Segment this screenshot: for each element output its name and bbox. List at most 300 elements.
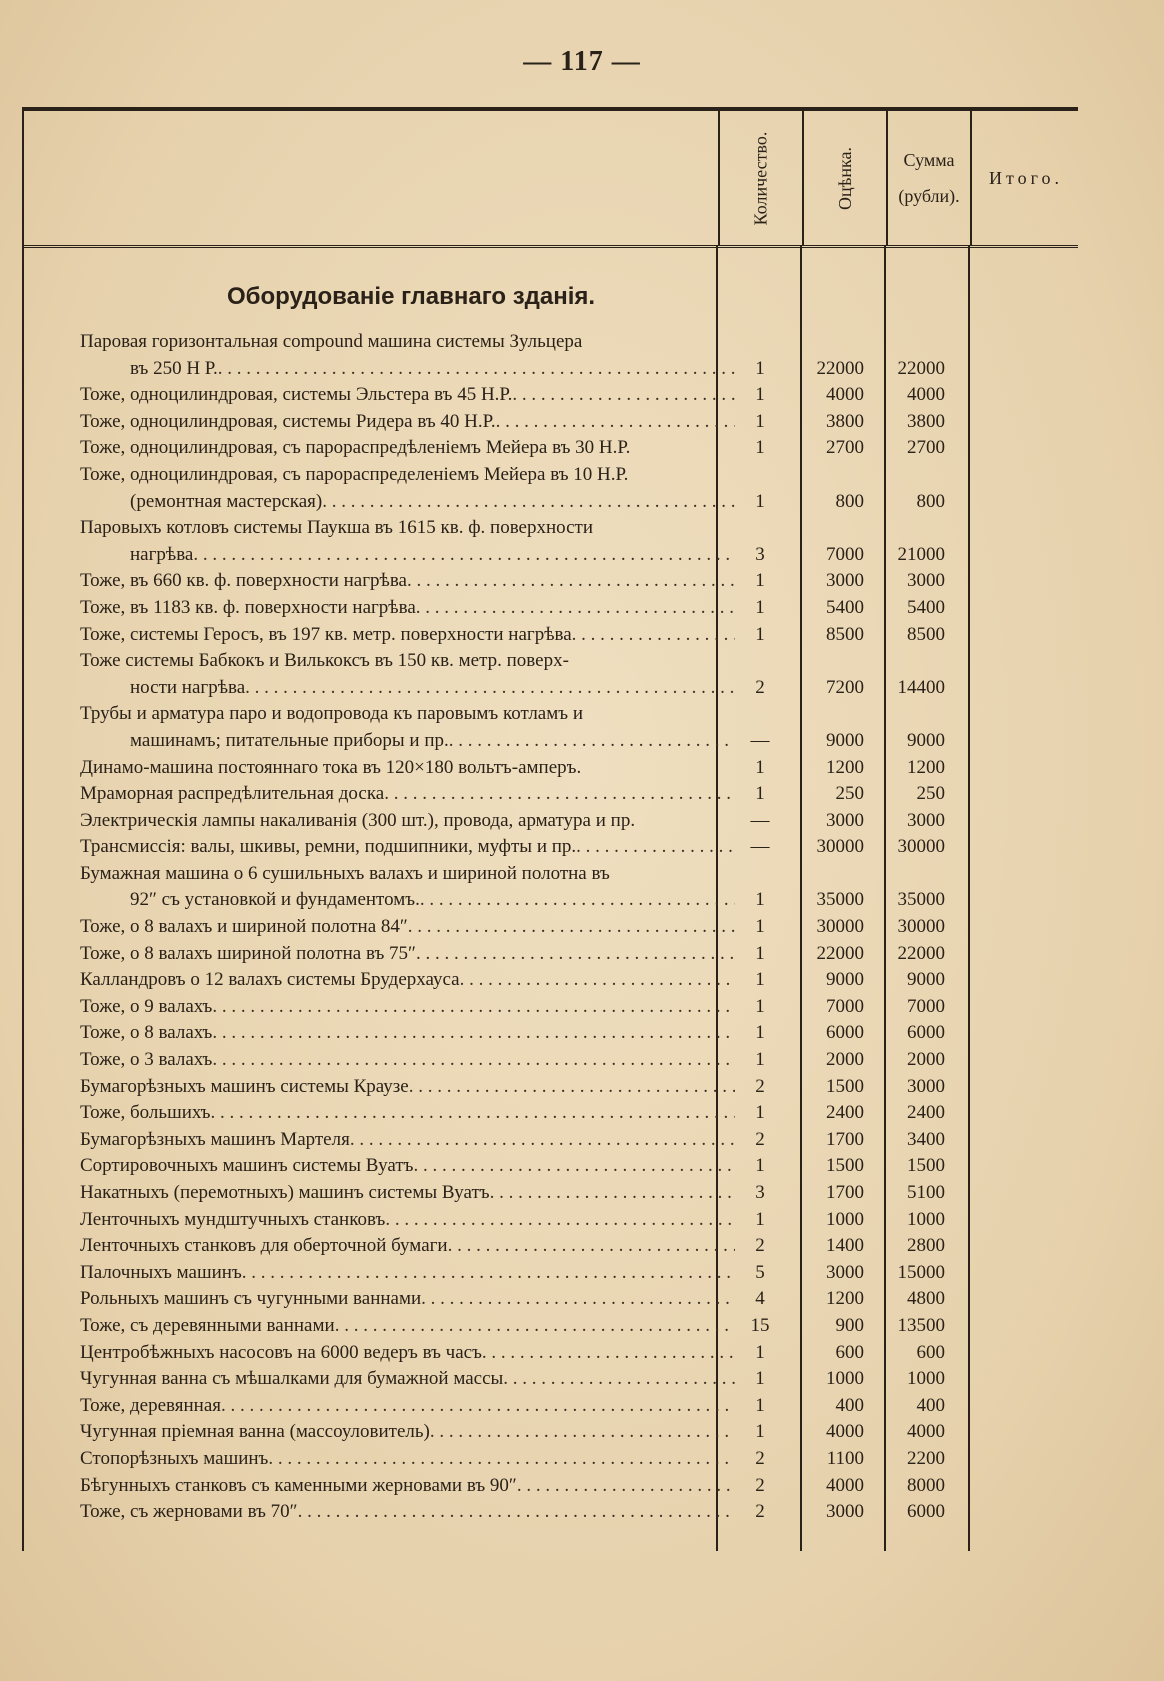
row-description-text: Тоже, большихъ: [80, 1102, 211, 1124]
row-sum: 2000: [907, 1049, 945, 1071]
row-estimate: 4000: [826, 1421, 864, 1443]
table-row: [80, 462, 1000, 489]
row-estimate: 800: [835, 490, 864, 512]
row-quantity: 1: [755, 783, 765, 805]
row-sum: 5400: [907, 596, 945, 618]
dot-leader: [490, 1180, 735, 1207]
table-header: [22, 111, 1078, 248]
row-description-text: въ 250 Н Р.: [130, 357, 218, 379]
row-quantity: 1: [755, 437, 765, 459]
row-estimate: 7000: [826, 995, 864, 1017]
row-quantity: 1: [755, 384, 765, 406]
row-sum: 1200: [907, 756, 945, 778]
dot-leader: [322, 489, 735, 516]
row-quantity: 1: [755, 1394, 765, 1416]
row-quantity: 1: [755, 1341, 765, 1363]
row-quantity: 1: [755, 410, 765, 432]
dot-leader: [268, 1446, 735, 1473]
row-description: [80, 755, 735, 782]
row-quantity: 1: [755, 942, 765, 964]
row-quantity: —: [750, 809, 770, 831]
row-description-text: машинамъ; питательные приборы и пр.: [130, 729, 449, 751]
row-description: [80, 1020, 735, 1047]
row-description-text: Тоже, о 8 валахъ: [80, 1022, 213, 1044]
table-row: [80, 1207, 1000, 1234]
row-description-text: Тоже, съ деревянными ваннами: [80, 1314, 335, 1336]
column-divider: [22, 245, 24, 1551]
row-description: [80, 1233, 735, 1260]
header-total-label: Итого.: [988, 167, 1064, 188]
row-description-text: Ленточныхъ станковъ для оберточной бумаги: [80, 1235, 448, 1257]
row-description-text: Тоже, въ 660 кв. ф. поверхности нагрѣва: [80, 570, 407, 592]
row-description: [80, 542, 735, 569]
row-description-text: Чугунная пріемная ванна (массоуловитель): [80, 1421, 430, 1443]
dot-leader: [407, 568, 735, 595]
row-sum: 2200: [907, 1447, 945, 1469]
row-quantity: 2: [755, 1128, 765, 1150]
table-row: [80, 489, 1000, 516]
row-estimate: 1200: [826, 756, 864, 778]
row-description: [80, 515, 735, 542]
row-description: [80, 887, 735, 914]
row-description-text: Тоже, одноцилиндровая, съ парораспределеніемъ Мейера въ 10 Н.Р.: [80, 463, 629, 485]
dot-leader: [385, 1207, 735, 1234]
dot-leader: [576, 834, 735, 861]
row-description-text: Тоже, о 8 валахъ и шириной полотна 84″: [80, 916, 408, 938]
row-estimate: 3000: [826, 1501, 864, 1523]
row-estimate: 5400: [826, 596, 864, 618]
row-description-text: 92″ съ установкой и фундаментомъ.: [130, 889, 420, 911]
table-row: [80, 1153, 1000, 1180]
row-sum: 22000: [897, 942, 945, 964]
header-estimate-label: Оцѣнка.: [834, 146, 855, 210]
row-quantity: 1: [755, 357, 765, 379]
row-description: [80, 1366, 735, 1393]
table-row: [80, 1100, 1000, 1127]
row-description: [80, 329, 735, 356]
row-description: [80, 1074, 735, 1101]
row-description: [80, 1100, 735, 1127]
row-description-text: Тоже, о 9 валахъ: [80, 995, 213, 1017]
row-sum: 800: [916, 490, 945, 512]
row-description-text: Тоже, одноцилиндровая, системы Эльстера въ 45 Н.Р.: [80, 384, 513, 406]
row-description-text: ности нагрѣва: [130, 676, 246, 698]
row-estimate: 2000: [826, 1049, 864, 1071]
row-sum: 13500: [897, 1314, 945, 1336]
row-description: [80, 409, 735, 436]
row-quantity: 4: [755, 1288, 765, 1310]
table-row: [80, 1286, 1000, 1313]
dot-leader: [572, 622, 735, 649]
dot-leader: [448, 1233, 735, 1260]
row-description-text: Калландровъ о 12 валахъ системы Брудерхауса: [80, 969, 460, 991]
row-sum: 3400: [907, 1128, 945, 1150]
row-quantity: 1: [755, 570, 765, 592]
row-estimate: 1700: [826, 1128, 864, 1150]
row-estimate: 3800: [826, 410, 864, 432]
row-description-text: Ленточныхъ мундштучныхъ станковъ: [80, 1208, 386, 1230]
row-description-text: Чугунная ванна съ мѣшалками для бумажной массы: [80, 1368, 504, 1390]
row-sum: 3000: [907, 809, 945, 831]
row-quantity: 1: [755, 1022, 765, 1044]
dot-leader: [416, 941, 735, 968]
row-estimate: 9000: [826, 969, 864, 991]
row-description: [80, 1499, 735, 1526]
row-quantity: —: [750, 836, 770, 858]
row-sum: 1000: [907, 1368, 945, 1390]
row-quantity: 1: [755, 1155, 765, 1177]
row-description-text: Бумагорѣзныхъ машинъ Мартеля: [80, 1128, 350, 1150]
row-description: [80, 648, 735, 675]
dot-leader: [218, 356, 735, 383]
row-quantity: 1: [755, 1208, 765, 1230]
row-description: [80, 834, 735, 861]
dot-leader: [503, 1366, 735, 1393]
table-row: [80, 967, 1000, 994]
row-quantity: 2: [755, 1235, 765, 1257]
row-description: [80, 595, 735, 622]
row-description-text: Накатныхъ (перемотныхъ) машинъ системы Вуатъ: [80, 1182, 490, 1203]
header-sum-line2: (рубли).: [898, 186, 960, 206]
row-sum: 4800: [907, 1288, 945, 1310]
row-quantity: 1: [755, 1102, 765, 1124]
row-sum: 4000: [907, 384, 945, 406]
row-description-text: нагрѣва: [130, 543, 194, 565]
row-estimate: 7000: [826, 543, 864, 565]
row-estimate: 4000: [826, 1474, 864, 1496]
dot-leader: [416, 595, 735, 622]
table-row: [80, 1473, 1000, 1500]
row-description-text: Бумагорѣзныхъ машинъ системы Краузе: [80, 1075, 409, 1097]
row-quantity: 2: [755, 676, 765, 698]
row-description: [80, 1260, 735, 1287]
row-sum: 2800: [907, 1235, 945, 1257]
row-description-text: Тоже, съ жерновами въ 70″: [80, 1501, 298, 1523]
row-sum: 22000: [897, 357, 945, 379]
row-quantity: 1: [755, 889, 765, 911]
header-sum-line1: Сумма: [903, 150, 955, 170]
dot-leader: [414, 1153, 735, 1180]
header-total: [972, 111, 1080, 245]
table-row: [80, 568, 1000, 595]
row-quantity: 3: [755, 1182, 765, 1203]
row-description-text: Рольныхъ машинъ съ чугунными ваннами: [80, 1288, 422, 1310]
dot-leader: [242, 1260, 735, 1287]
row-description-text: Трубы и арматура паро и водопровода къ паровымъ котламъ и: [80, 703, 584, 725]
table-row: [80, 701, 1000, 728]
row-estimate: 600: [835, 1341, 864, 1363]
row-description: [80, 781, 735, 808]
row-estimate: 2700: [826, 437, 864, 459]
row-estimate: 22000: [816, 942, 864, 964]
row-estimate: 1100: [826, 1447, 864, 1469]
row-description-text: Паровыхъ котловъ системы Паукша въ 1615 кв. ф. поверхности: [80, 517, 594, 539]
row-description: [80, 1419, 735, 1446]
dot-leader: [408, 914, 735, 941]
row-estimate: 30000: [816, 836, 864, 858]
table-row: [80, 1340, 1000, 1367]
table-row: [80, 622, 1000, 649]
table-row: [80, 329, 1000, 356]
row-description: [80, 1313, 735, 1340]
row-sum: 3000: [907, 1075, 945, 1097]
row-description: [80, 675, 735, 702]
row-sum: 15000: [897, 1261, 945, 1283]
table-row: [80, 1233, 1000, 1260]
dot-leader: [420, 887, 735, 914]
row-estimate: 1500: [826, 1155, 864, 1177]
row-estimate: 1700: [826, 1182, 864, 1203]
dot-leader: [482, 1340, 735, 1367]
dot-leader: [512, 382, 735, 409]
dot-leader: [384, 781, 735, 808]
table-row: [80, 994, 1000, 1021]
table-row: [80, 1313, 1000, 1340]
dot-leader: [335, 1313, 735, 1340]
row-sum: 2700: [907, 437, 945, 459]
row-quantity: —: [750, 729, 770, 751]
row-description-text: Тоже, системы Геросъ, въ 197 кв. метр. поверхности нагрѣва: [80, 623, 572, 645]
row-estimate: 1400: [826, 1235, 864, 1257]
dot-leader: [409, 1074, 735, 1101]
row-quantity: 1: [755, 969, 765, 991]
table-row: [80, 755, 1000, 782]
row-estimate: 6000: [826, 1022, 864, 1044]
row-description: [80, 622, 735, 649]
row-quantity: 2: [755, 1474, 765, 1496]
dot-leader: [212, 994, 735, 1021]
header-estimate: [804, 111, 886, 245]
row-description: [80, 861, 735, 888]
row-estimate: 7200: [826, 676, 864, 698]
table-row: [80, 914, 1000, 941]
table-row: [80, 515, 1000, 542]
row-quantity: 5: [755, 1261, 765, 1283]
row-sum: 6000: [907, 1501, 945, 1523]
table-row: [80, 1020, 1000, 1047]
row-estimate: 400: [835, 1394, 864, 1416]
dot-leader: [496, 409, 735, 436]
row-quantity: 1: [755, 596, 765, 618]
row-description-text: Тоже, о 3 валахъ: [80, 1049, 213, 1071]
row-sum: 1500: [907, 1155, 945, 1177]
dot-leader: [421, 1286, 735, 1313]
row-description: [80, 356, 735, 383]
row-quantity: 1: [755, 995, 765, 1017]
dot-leader: [212, 1047, 735, 1074]
row-description-text: Тоже, одноцилиндровая, системы Ридера въ 40 Н.Р.: [80, 410, 496, 432]
table-row: [80, 1366, 1000, 1393]
row-sum: 2400: [907, 1102, 945, 1124]
table-rows: [80, 329, 1000, 1526]
row-estimate: 1000: [826, 1208, 864, 1230]
row-quantity: 2: [755, 1501, 765, 1523]
table-row: [80, 675, 1000, 702]
row-description: [80, 1153, 735, 1180]
dot-leader: [221, 1393, 735, 1420]
row-estimate: 4000: [826, 384, 864, 406]
row-description: [80, 728, 735, 755]
row-sum: 5100: [907, 1182, 945, 1203]
section-title: Оборудованіе главнаго зданія.: [227, 283, 596, 310]
row-estimate: 2400: [826, 1102, 864, 1124]
row-sum: 9000: [907, 729, 945, 751]
table-row: [80, 1499, 1000, 1526]
row-sum: 9000: [907, 969, 945, 991]
table-row: [80, 1419, 1000, 1446]
header-sum: [888, 111, 970, 245]
row-sum: 250: [916, 783, 945, 805]
row-description-text: Сортировочныхъ машинъ системы Вуатъ: [80, 1155, 414, 1177]
row-description: [80, 1207, 735, 1234]
dot-leader: [193, 542, 735, 569]
row-description-text: Трансмиссія: валы, шкивы, ремни, подшипники, муфты и пр.: [80, 836, 577, 858]
row-sum: 7000: [907, 995, 945, 1017]
row-estimate: 1000: [826, 1368, 864, 1390]
dot-leader: [210, 1100, 735, 1127]
row-quantity: 1: [755, 1368, 765, 1390]
table-row: [80, 1180, 1000, 1207]
table-row: [80, 1393, 1000, 1420]
dot-leader: [212, 1020, 735, 1047]
row-estimate: 8500: [826, 623, 864, 645]
row-estimate: 3000: [826, 570, 864, 592]
row-description: [80, 489, 735, 516]
dot-leader: [298, 1499, 735, 1526]
row-description: [80, 568, 735, 595]
row-description: [80, 1047, 735, 1074]
row-quantity: 1: [755, 1049, 765, 1071]
row-description: [80, 382, 735, 409]
table-row: [80, 834, 1000, 861]
row-description: [80, 914, 735, 941]
dot-leader: [460, 967, 735, 994]
row-description: [80, 701, 735, 728]
row-quantity: 1: [755, 916, 765, 938]
row-sum: 8500: [907, 623, 945, 645]
row-estimate: 30000: [816, 916, 864, 938]
row-description: [80, 1180, 735, 1207]
row-description: [80, 1393, 735, 1420]
table-row: [80, 435, 1000, 462]
dot-leader: [449, 728, 735, 755]
row-sum: 400: [916, 1394, 945, 1416]
row-description-text: Тоже, одноцилиндровая, съ парораспредѣленіемъ Мейера въ 30 Н.Р.: [80, 437, 631, 459]
row-description-text: Тоже, въ 1183 кв. ф. поверхности нагрѣва: [80, 596, 416, 618]
table-row: [80, 1446, 1000, 1473]
row-quantity: 2: [755, 1447, 765, 1469]
row-quantity: 1: [755, 1421, 765, 1443]
table-row: [80, 409, 1000, 436]
row-quantity: 15: [750, 1314, 770, 1336]
row-description: [80, 1286, 735, 1313]
row-description-text: (ремонтная мастерская): [130, 490, 323, 512]
table-row: [80, 941, 1000, 968]
row-description-text: Мраморная распредѣлительная доска: [80, 783, 385, 805]
row-sum: 30000: [897, 836, 945, 858]
row-description: [80, 808, 735, 835]
row-sum: 35000: [897, 889, 945, 911]
row-description-text: Тоже, о 8 валахъ шириной полотна въ 75″: [80, 942, 416, 964]
header-quantity-label: Количество.: [750, 131, 771, 225]
row-quantity: 1: [755, 756, 765, 778]
row-description: [80, 967, 735, 994]
row-description-text: Тоже системы Бабкокъ и Вилькоксъ въ 150 кв. метр. поверх-: [80, 650, 569, 672]
row-description: [80, 1446, 735, 1473]
row-estimate: 1500: [826, 1075, 864, 1097]
row-description-text: Центробѣжныхъ насосовъ на 6000 ведеръ въ часъ: [80, 1341, 482, 1363]
row-sum: 4000: [907, 1421, 945, 1443]
row-sum: 30000: [897, 916, 945, 938]
row-estimate: 22000: [816, 357, 864, 379]
row-sum: 600: [916, 1341, 945, 1363]
row-description-text: Бѣгунныхъ станковъ съ каменными жерновами въ 90″: [80, 1474, 517, 1496]
dot-leader: [517, 1473, 735, 1500]
table-row: [80, 1047, 1000, 1074]
table-row: [80, 1260, 1000, 1287]
table-row: [80, 542, 1000, 569]
table-row: [80, 728, 1000, 755]
row-sum: 21000: [897, 543, 945, 565]
table-row: [80, 887, 1000, 914]
row-quantity: 1: [755, 623, 765, 645]
row-estimate: 250: [835, 783, 864, 805]
row-estimate: 9000: [826, 729, 864, 751]
row-sum: 3000: [907, 570, 945, 592]
row-description-text: Электрическія лампы накаливанія (300 шт.), провода, арматура и пр.: [80, 809, 636, 831]
row-estimate: 900: [835, 1314, 864, 1336]
dot-leader: [350, 1127, 735, 1154]
row-description-text: Палочныхъ машинъ: [80, 1261, 242, 1283]
table-row: [80, 356, 1000, 383]
table-row: [80, 382, 1000, 409]
row-description: [80, 1127, 735, 1154]
row-estimate: 3000: [826, 1261, 864, 1283]
dot-leader: [430, 1419, 735, 1446]
table-row: [80, 1127, 1000, 1154]
table-row: [80, 781, 1000, 808]
equipment-table: [22, 107, 1078, 1551]
row-description: [80, 435, 735, 462]
row-description: [80, 1473, 735, 1500]
row-quantity: 2: [755, 1075, 765, 1097]
row-sum: 14400: [897, 676, 945, 698]
row-description-text: Тоже, деревянная: [80, 1394, 222, 1416]
page-number: — 117 —: [523, 46, 641, 77]
row-description: [80, 994, 735, 1021]
row-description-text: Паровая горизонтальная compound машина системы Зульцера: [80, 331, 583, 352]
row-description: [80, 941, 735, 968]
header-quantity: [720, 111, 802, 245]
row-quantity: 3: [755, 543, 765, 565]
row-estimate: 1200: [826, 1288, 864, 1310]
row-description-text: Бумажная машина о 6 сушильныхъ валахъ и шириной полотна въ: [80, 862, 610, 884]
table-row: [80, 648, 1000, 675]
row-quantity: 1: [755, 490, 765, 512]
table-row: [80, 861, 1000, 888]
row-description-text: Динамо-машина постояннаго тока въ 120×180 вольтъ-амперъ.: [80, 756, 582, 778]
row-estimate: 35000: [816, 889, 864, 911]
dot-leader: [245, 675, 735, 702]
row-sum: 3800: [907, 410, 945, 432]
row-estimate: 3000: [826, 809, 864, 831]
row-description: [80, 462, 735, 489]
row-description-text: Стопорѣзныхъ машинъ: [80, 1447, 269, 1469]
table-row: [80, 808, 1000, 835]
row-sum: 6000: [907, 1022, 945, 1044]
row-description: [80, 1340, 735, 1367]
row-sum: 1000: [907, 1208, 945, 1230]
